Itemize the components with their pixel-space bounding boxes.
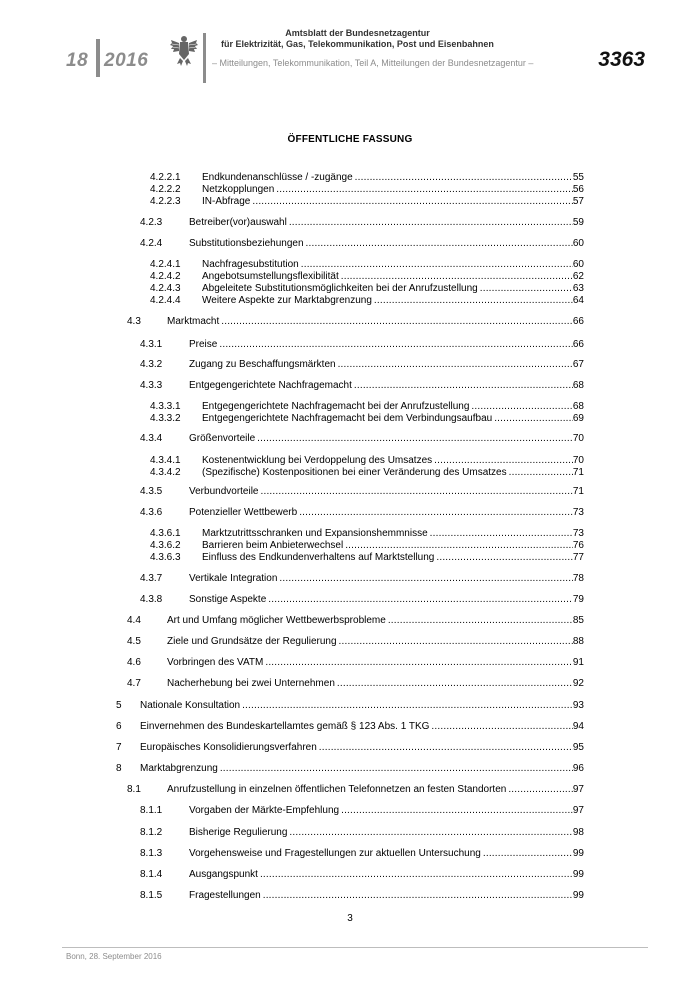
toc-entry-title: Vorgaben der Märkte-Empfehlung — [189, 805, 340, 816]
toc-entry-page: 93 — [572, 700, 584, 711]
toc-entry-leader — [279, 573, 572, 585]
toc-entry — [150, 552, 584, 564]
toc-entry-title: Einvernehmen des Bundeskartellamtes gemäß § 123 Abs. 1 TKG — [140, 721, 430, 732]
header-divider — [96, 39, 100, 77]
toc-entry-page: 76 — [572, 540, 584, 551]
toc-entry-leader — [431, 721, 572, 733]
toc-entry-number: 8 — [116, 763, 122, 774]
toc-entry-leader — [337, 678, 573, 690]
toc-entry-number: 8.1.1 — [140, 805, 163, 816]
toc-entry-leader — [508, 784, 573, 796]
gazette-title — [210, 28, 505, 49]
toc-entry-leader — [242, 700, 573, 712]
toc-entry-number: 4.6 — [127, 657, 141, 668]
toc-entry-number: 4.7 — [127, 678, 141, 689]
toc-entry — [140, 890, 584, 902]
toc-entry — [127, 784, 584, 796]
toc-entry — [116, 700, 584, 712]
toc-entry-title: Entgegengerichtete Nachfragemacht bei der Anrufzustellung — [202, 401, 470, 412]
toc-entry-title: Marktzutrittsschranken und Expansionshemmnisse — [202, 528, 428, 539]
toc-entry-title: Netzkopplungen — [202, 184, 275, 195]
toc-entry-number: 4.3.6.2 — [150, 540, 181, 551]
toc-entry-number: 4.3.6.1 — [150, 528, 181, 539]
toc-entry-leader — [276, 184, 573, 196]
toc-entry-leader — [434, 455, 573, 467]
toc-entry — [116, 742, 584, 754]
toc-entry-page: 60 — [572, 259, 584, 270]
toc-entry-page: 97 — [572, 805, 584, 816]
toc-entry — [150, 196, 584, 208]
toc-entry-number: 4.2.4.2 — [150, 271, 181, 282]
toc-entry-page: 55 — [572, 172, 584, 183]
toc-entry-title: (Spezifische) Kostenpositionen bei einer Veränderung des Umsatzes — [202, 467, 507, 478]
toc-entry-title: Vorbringen des VATM — [167, 657, 264, 668]
toc-entry-number: 4.3.4.2 — [150, 467, 181, 478]
toc-entry-page: 70 — [572, 433, 584, 444]
toc-entry-leader — [306, 238, 573, 250]
toc-entry-page: 94 — [572, 721, 584, 732]
toc-entry-title: Entgegengerichtete Nachfragemacht — [189, 380, 352, 391]
toc-entry-page: 98 — [572, 827, 584, 838]
toc-entry-leader — [289, 827, 572, 839]
gazette-title-line-1: Amtsblatt der Bundesnetzagentur — [285, 28, 430, 38]
toc-entry-leader — [483, 848, 573, 860]
toc-entry-page: 66 — [572, 316, 584, 327]
toc-entry-title: Betreiber(vor)auswahl — [189, 217, 287, 228]
toc-entry-title: Größenvorteile — [189, 433, 256, 444]
toc-entry-number: 4.3.7 — [140, 573, 163, 584]
toc-entry — [140, 573, 584, 585]
toc-entry-page: 97 — [572, 784, 584, 795]
toc-entry — [127, 636, 584, 648]
toc-entry-title: Kostenentwicklung bei Verdoppelung des Umsatzes — [202, 455, 433, 466]
federal-eagle-icon — [170, 34, 198, 68]
toc-entry — [150, 295, 584, 307]
toc-entry-leader — [430, 528, 573, 540]
document-title: ÖFFENTLICHE FASSUNG — [287, 134, 413, 145]
toc-entry — [140, 848, 584, 860]
toc-entry-number: 4.2.4 — [140, 238, 163, 249]
toc-entry-title: IN-Abfrage — [202, 196, 251, 207]
toc-entry-title: Entgegengerichtete Nachfragemacht bei dem Verbindungsaufbau — [202, 413, 493, 424]
toc-entry-number: 4.3.8 — [140, 594, 163, 605]
toc-entry-title: Ziele und Grundsätze der Regulierung — [167, 636, 337, 647]
toc-entry — [127, 678, 584, 690]
toc-entry — [150, 271, 584, 283]
toc-entry — [140, 238, 584, 250]
toc-entry — [127, 615, 584, 627]
toc-entry-leader — [301, 259, 573, 271]
issue-number: 18 — [66, 50, 89, 71]
toc-entry — [150, 413, 584, 425]
toc-entry-number: 4.3.6.3 — [150, 552, 181, 563]
toc-entry — [150, 184, 584, 196]
toc-entry-title: Verbundvorteile — [189, 486, 259, 497]
toc-entry-page: 71 — [572, 486, 584, 497]
toc-entry-page: 91 — [572, 657, 584, 668]
toc-entry-page: 73 — [572, 528, 584, 539]
toc-entry-page: 62 — [572, 271, 584, 282]
toc-entry-title: Weitere Aspekte zur Marktabgrenzung — [202, 295, 372, 306]
toc-entry — [150, 540, 584, 552]
toc-entry-leader — [341, 805, 573, 817]
toc-entry-leader — [268, 594, 573, 606]
toc-entry-title: Art und Umfang möglicher Wettbewerbsprobleme — [167, 615, 386, 626]
toc-entry-title: Vertikale Integration — [189, 573, 278, 584]
toc-entry — [127, 316, 584, 328]
toc-entry-page: 68 — [572, 380, 584, 391]
toc-entry-leader — [436, 552, 573, 564]
toc-entry-title: Vorgehensweise und Fragestellungen zur aktuellen Untersuchung — [189, 848, 481, 859]
toc-entry-page: 69 — [572, 413, 584, 424]
gazette-page-number: 3363 — [598, 48, 645, 71]
toc-entry — [150, 283, 584, 295]
toc-entry-title: Europäisches Konsolidierungsverfahren — [140, 742, 317, 753]
toc-entry-number: 4.4 — [127, 615, 141, 626]
toc-entry-number: 4.3.1 — [140, 339, 163, 350]
toc-entry — [150, 455, 584, 467]
toc-entry-number: 6 — [116, 721, 122, 732]
toc-entry-number: 4.3.4.1 — [150, 455, 181, 466]
toc-entry-leader — [265, 657, 573, 669]
toc-entry — [150, 467, 584, 479]
toc-entry-page: 57 — [572, 196, 584, 207]
toc-entry-title: Marktabgrenzung — [140, 763, 218, 774]
toc-entry-title: Potenzieller Wettbewerb — [189, 507, 298, 518]
toc-entry-number: 4.2.4.4 — [150, 295, 181, 306]
toc-entry-number: 5 — [116, 700, 122, 711]
toc-entry-number: 4.5 — [127, 636, 141, 647]
toc-entry-page: 70 — [572, 455, 584, 466]
toc-entry — [150, 528, 584, 540]
toc-entry-page: 77 — [572, 552, 584, 563]
toc-entry-number: 4.3.3.2 — [150, 413, 181, 424]
toc-entry-page: 64 — [572, 295, 584, 306]
toc-entry-title: Nationale Konsultation — [140, 700, 241, 711]
toc-entry-leader — [338, 359, 573, 371]
toc-entry-title: Endkundenanschlüsse / -zugänge — [202, 172, 353, 183]
toc-entry-number: 4.3.6 — [140, 507, 163, 518]
toc-entry-leader — [299, 507, 573, 519]
toc-entry-page: 68 — [572, 401, 584, 412]
toc-entry-page: 99 — [572, 869, 584, 880]
toc-entry — [140, 359, 584, 371]
toc-entry-number: 4.2.2.3 — [150, 196, 181, 207]
toc-entry-leader — [480, 283, 573, 295]
toc-entry — [140, 827, 584, 839]
toc-entry-leader — [471, 401, 572, 413]
toc-entry-number: 4.3.5 — [140, 486, 163, 497]
toc-entry-number: 4.2.4.1 — [150, 259, 181, 270]
toc-entry-page: 63 — [572, 283, 584, 294]
toc-entry-page: 79 — [572, 594, 584, 605]
toc-entry-leader — [261, 486, 573, 498]
toc-entry-number: 4.3.3 — [140, 380, 163, 391]
toc-entry-page: 60 — [572, 238, 584, 249]
toc-entry-number: 8.1.4 — [140, 869, 163, 880]
toc-entry-number: 4.2.2.1 — [150, 172, 181, 183]
toc-entry-number: 4.2.3 — [140, 217, 163, 228]
toc-entry-title: Sonstige Aspekte — [189, 594, 267, 605]
gazette-title-line-2: für Elektrizität, Gas, Telekommunikation, Post und Eisenbahnen — [221, 38, 494, 49]
toc-entry-title: Barrieren beim Anbieterwechsel — [202, 540, 344, 551]
toc-entry-leader — [221, 316, 573, 328]
toc-entry-title: Bisherige Regulierung — [189, 827, 288, 838]
toc-entry-number: 8.1 — [127, 784, 141, 795]
toc-entry-leader — [354, 380, 573, 392]
footer-divider — [62, 947, 648, 948]
toc-entry-page: 78 — [572, 573, 584, 584]
toc-entry-leader — [260, 869, 573, 881]
toc-entry-number: 8.1.2 — [140, 827, 163, 838]
toc-entry-number: 4.3 — [127, 316, 141, 327]
toc-entry-page: 66 — [572, 339, 584, 350]
toc-entry-number: 4.3.2 — [140, 359, 163, 370]
toc-entry-leader — [219, 339, 573, 351]
toc-entry-leader — [374, 295, 573, 307]
toc-entry-leader — [494, 413, 573, 425]
toc-entry-page: 88 — [572, 636, 584, 647]
toc-entry-leader — [252, 196, 573, 208]
toc-entry-leader — [345, 540, 573, 552]
toc-entry-page: 56 — [572, 184, 584, 195]
toc-entry-leader — [509, 467, 573, 479]
toc-entry — [140, 507, 584, 519]
toc-entry-page: 96 — [572, 763, 584, 774]
toc-entry-number: 4.2.2.2 — [150, 184, 181, 195]
footer-location-date: Bonn, 28. September 2016 — [66, 952, 162, 961]
toc-entry-number: 4.3.3.1 — [150, 401, 181, 412]
toc-entry-page: 99 — [572, 890, 584, 901]
toc-entry-title: Einfluss des Endkundenverhaltens auf Marktstellung — [202, 552, 435, 563]
toc-entry-leader — [341, 271, 573, 283]
toc-entry-title: Substitutionsbeziehungen — [189, 238, 304, 249]
toc-entry-page: 71 — [572, 467, 584, 478]
toc-entry-leader — [257, 433, 573, 445]
toc-entry-number: 7 — [116, 742, 122, 753]
toc-entry-leader — [355, 172, 573, 184]
toc-entry-title: Nacherhebung bei zwei Unternehmen — [167, 678, 335, 689]
toc-entry — [127, 657, 584, 669]
toc-entry-leader — [220, 763, 573, 775]
toc-entry-page: 85 — [572, 615, 584, 626]
toc-entry — [150, 401, 584, 413]
toc-entry-leader — [289, 217, 573, 229]
toc-entry — [140, 805, 584, 817]
toc-entry — [140, 380, 584, 392]
toc-entry — [116, 721, 584, 733]
gazette-subtitle: – Mitteilungen, Telekommunikation, Teil A, Mitteilungen der Bundesnetzagentur – — [212, 58, 534, 68]
toc-entry-leader — [263, 890, 573, 902]
toc-entry — [150, 259, 584, 271]
toc-entry-number: 8.1.5 — [140, 890, 163, 901]
toc-entry-page: 92 — [572, 678, 584, 689]
toc-entry-leader — [319, 742, 573, 754]
toc-entry-title: Anrufzustellung in einzelnen öffentlichen Telefonnetzen an festen Standorten — [167, 784, 507, 795]
toc-entry-page: 95 — [572, 742, 584, 753]
header-divider-2 — [203, 33, 206, 83]
toc-entry — [140, 486, 584, 498]
toc-entry — [140, 217, 584, 229]
toc-entry-page: 99 — [572, 848, 584, 859]
toc-entry-leader — [388, 615, 573, 627]
toc-entry-title: Abgeleitete Substitutionsmöglichkeiten bei der Anrufzustellung — [202, 283, 478, 294]
toc-entry-title: Marktmacht — [167, 316, 220, 327]
toc-entry-title: Preise — [189, 339, 218, 350]
toc-entry — [140, 869, 584, 881]
toc-entry-page: 73 — [572, 507, 584, 518]
toc-entry-page: 59 — [572, 217, 584, 228]
toc-entry-title: Nachfragesubstitution — [202, 259, 299, 270]
toc-entry-page: 67 — [572, 359, 584, 370]
toc-entry-leader — [339, 636, 573, 648]
toc-entry-title: Ausgangspunkt — [189, 869, 258, 880]
toc-entry-title: Fragestellungen — [189, 890, 261, 901]
toc-entry — [116, 763, 584, 775]
toc-entry-number: 4.3.4 — [140, 433, 163, 444]
toc-entry — [140, 594, 584, 606]
toc-entry-number: 4.2.4.3 — [150, 283, 181, 294]
page-number: 3 — [347, 913, 353, 924]
toc-entry-number: 8.1.3 — [140, 848, 163, 859]
toc-entry — [140, 339, 584, 351]
toc-entry — [140, 433, 584, 445]
toc-entry-title: Angebotsumstellungsflexibilität — [202, 271, 339, 282]
issue-year: 2016 — [104, 50, 149, 71]
toc-entry — [150, 172, 584, 184]
toc-entry-title: Zugang zu Beschaffungsmärkten — [189, 359, 336, 370]
